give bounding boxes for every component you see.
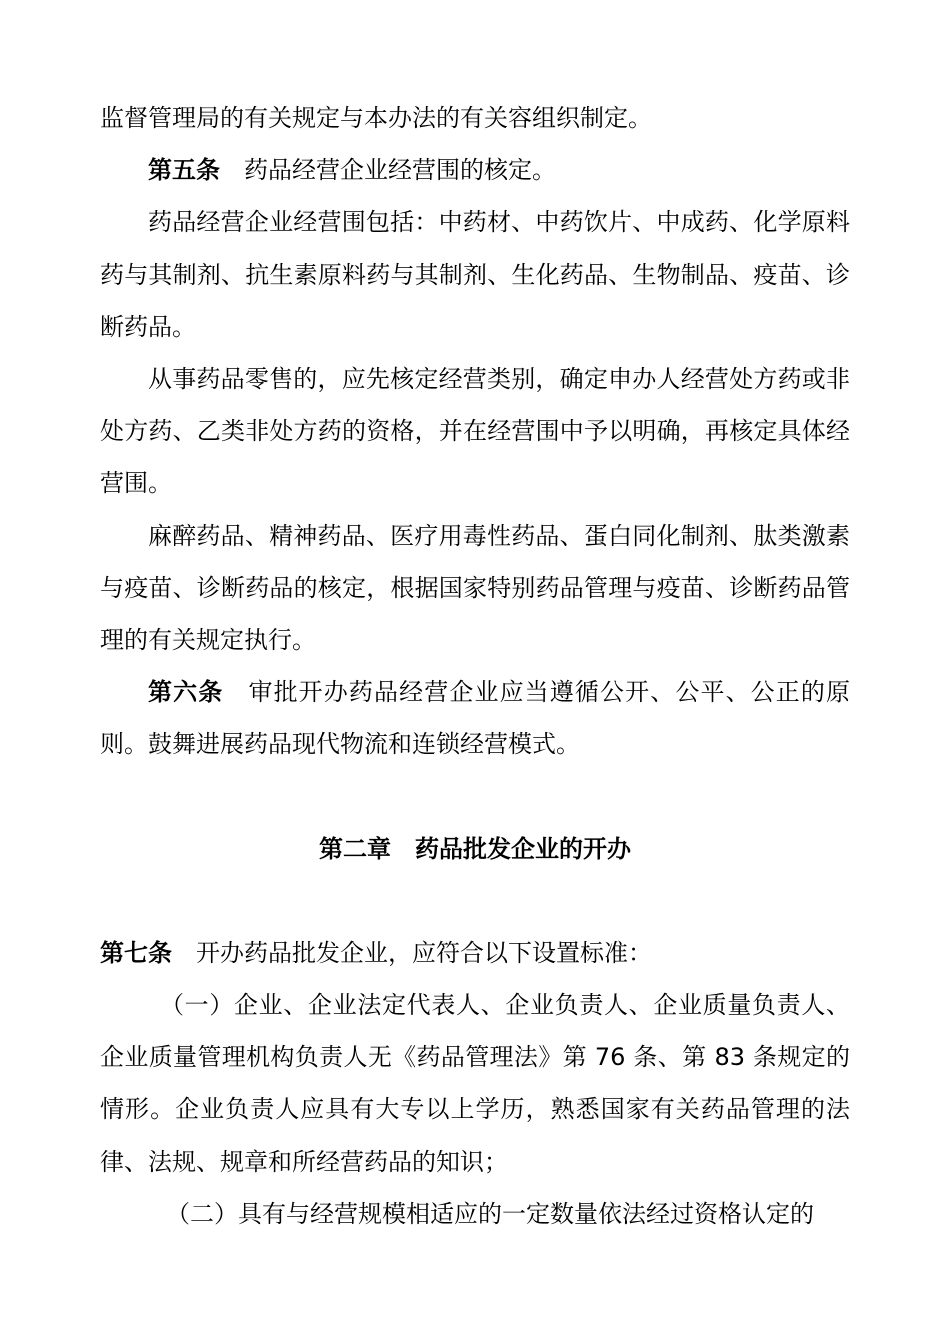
article-7 [100, 927, 850, 979]
article-7-text: 开办药品批发企业，应符合以下设置标准： [196, 938, 652, 967]
paragraph-special-drugs: 麻醉药品、精神药品、医疗用毒性药品、蛋白同化制剂、肽类激素与疫苗、诊断药品的核定，根据国家特别药品管理与疫苗、诊断药品管理的有关规定执行。 [100, 521, 850, 655]
list-item-2: （二）具有与经营规模相适应的一定数量依法经过资格认定的 [166, 1199, 814, 1228]
article-6-text: 审批开办药品经营企业应当遵循公开、公平、公正的原则。鼓舞进展药品现代物流和连锁经营模式。 [100, 678, 851, 759]
article-7-label: 第七条 [100, 938, 172, 967]
article-5-label: 第五条 [148, 156, 220, 185]
paragraph-retail: 从事药品零售的，应先核定经营类别，确定申办人经营处方药或非处方药、乙类非处方药的资格，并在经营围中予以明确，再核定具体经营围。 [100, 365, 850, 498]
list-item-1: （一）企业、企业法定代表人、企业负责人、企业质量负责人、企业质量管理机构负责人无《药品管理法》第 76 条、第 83 条规定的情形。企业负责人应具有大专以上学历，熟悉国家有关药品管理的法律、法规、规章和所经营药品的知识； [100, 991, 850, 1176]
chapter-heading: 第二章 药品批发企业的开办 [319, 834, 631, 863]
article-6 [100, 666, 850, 770]
article-5 [100, 144, 850, 196]
document-page [100, 92, 850, 1240]
paragraph-continuation: 监督管理局的有关规定与本办法的有关容组织制定。 [100, 104, 652, 132]
article-5-text: 药品经营企业经营围的核定。 [244, 156, 556, 185]
paragraph-business-scope: 药品经营企业经营围包括：中药材、中药饮片、中成药、化学原料药与其制剂、抗生素原料药与其制剂、生化药品、生物制品、疫苗、诊断药品。 [100, 208, 850, 341]
article-6-label: 第六条 [148, 678, 224, 707]
